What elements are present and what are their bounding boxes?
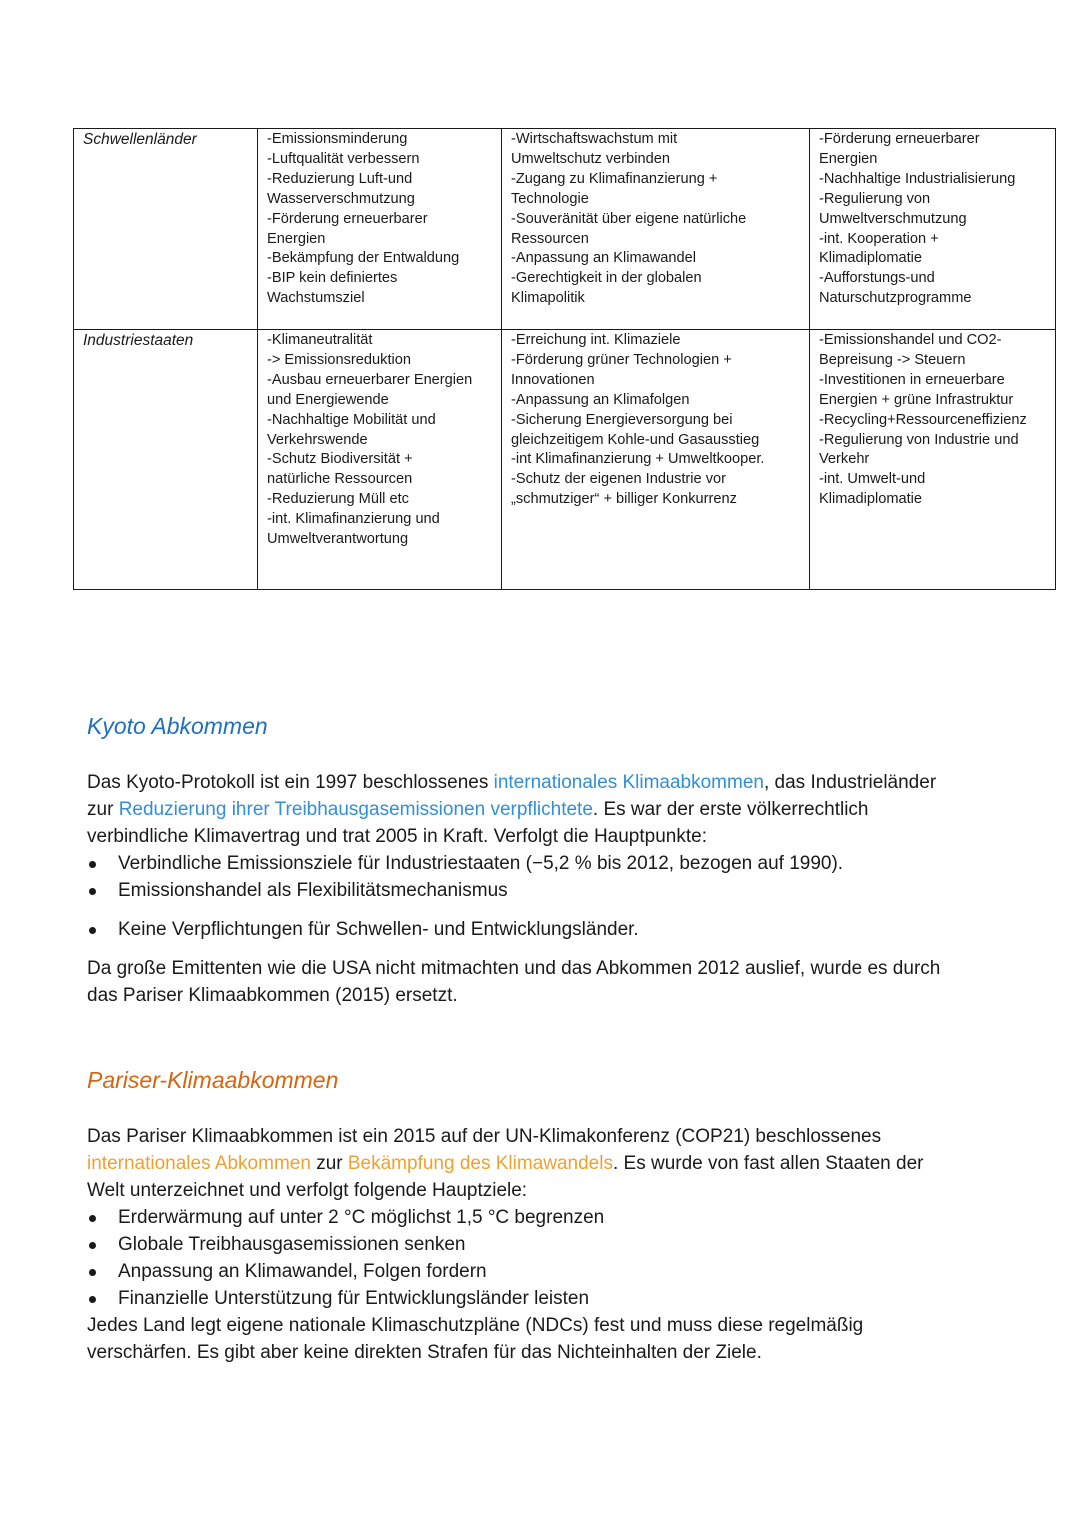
text: Da große Emittenten wie die USA nicht mitmachten und das Abkommen 2012 auslief, wurde es durch (87, 958, 941, 979)
cell-line: -int Klimafinanzierung + Umweltkooper. (511, 451, 765, 468)
paris-heading: Pariser-Klimaabkommen (87, 1067, 339, 1093)
text: Das Pariser Klimaabkommen ist ein 2015 auf der UN-Klimakonferenz (COP21) beschlossenes (87, 1126, 882, 1147)
text: . Es war der erste völkerrechtlich (592, 799, 869, 820)
bullet-icon (89, 1242, 96, 1249)
cell-line: Umweltverantwortung (267, 531, 409, 548)
cell-line: -Wirtschaftswachstum mit (511, 131, 678, 147)
cell-line: -Regulierung von Industrie und (819, 431, 1019, 448)
cell-line: Klimadiplomatie (819, 491, 923, 508)
table-row (74, 330, 1056, 590)
list-item-text: Anpassung an Klimawandel, Folgen fordern (118, 1261, 487, 1282)
list-item-text: Keine Verpflichtungen für Schwellen- und Entwicklungsländer. (118, 919, 639, 940)
cell-line: Umweltschutz verbinden (511, 150, 670, 167)
cell-line: -BIP kein definiertes (267, 270, 398, 287)
cell-line: -Aufforstungs-und (819, 270, 935, 287)
goals-table (73, 128, 1056, 590)
paris-body (87, 1123, 1007, 1366)
cell-line: Bepreisung -> Steuern (819, 351, 966, 368)
text: Jedes Land legt eigene nationale Klimaschutzpläne (NDCs) fest und muss diese regelmäßig (87, 1315, 864, 1336)
cell-line: „schmutziger“ + billiger Konkurrenz (511, 491, 737, 508)
list-item (87, 850, 1007, 877)
cell-line: -Nachhaltige Mobilität und (267, 411, 436, 428)
cell-line: Klimadiplomatie (819, 250, 923, 267)
row-label: Schwellenländer (74, 129, 258, 330)
bullet-icon (89, 1215, 96, 1222)
cell-line: Energien (267, 230, 326, 247)
cell-line: -Luftqualität verbessern (267, 150, 420, 167)
kyoto-bullet-3 (87, 916, 1007, 943)
cell-line: natürliche Ressourcen (267, 471, 413, 488)
kyoto-heading: Kyoto Abkommen (87, 713, 268, 739)
cell-line: -Investitionen in erneuerbare (819, 371, 1005, 388)
kyoto-line-2 (87, 796, 1007, 823)
cell-line: Technologie (511, 190, 589, 207)
text: . Es wurde von fast allen Staaten der (612, 1153, 924, 1174)
cell-line: gleichzeitigem Kohle-und Gasausstieg (511, 431, 760, 448)
kyoto-closing (87, 955, 1007, 1009)
cell-line: -Klimaneutralität (267, 332, 373, 348)
cell-line: -int. Kooperation + (819, 230, 939, 247)
text: zur (87, 799, 119, 820)
cell-line: -int. Umwelt-und (819, 471, 926, 488)
list-item-text: Finanzielle Unterstützung für Entwicklungsländer leisten (118, 1288, 590, 1309)
text: zur (310, 1153, 348, 1174)
list-item (87, 1204, 1007, 1231)
cell-line: -Förderung grüner Technologien + (511, 351, 732, 368)
cell-line: -Nachhaltige Industrialisierung (819, 170, 1016, 187)
list-item-text: Erderwärmung auf unter 2 °C möglichst 1,5 °C begrenzen (118, 1207, 605, 1228)
table-cell (502, 129, 810, 330)
cell-line: Verkehrswende (267, 431, 368, 448)
paris-line-2 (87, 1150, 1007, 1177)
table-cell (258, 129, 502, 330)
text: Das Kyoto-Protokoll ist ein 1997 beschlossenes (87, 772, 494, 793)
bullet-icon (89, 1296, 96, 1303)
bullet-icon (89, 861, 96, 868)
cell-line: -Gerechtigkeit in der globalen (511, 270, 702, 287)
kyoto-line-3: verbindliche Klimavertrag und trat 2005 in Kraft. Verfolgt die Hauptpunkte: (87, 826, 707, 847)
bullet-icon (89, 927, 96, 934)
bullet-icon (89, 1269, 96, 1276)
cell-line: Klimapolitik (511, 290, 585, 307)
cell-line: Ressourcen (511, 230, 589, 247)
cell-line: -Regulierung von (819, 190, 931, 207)
list-item-text: Globale Treibhausgasemissionen senken (118, 1234, 466, 1255)
cell-line: Energien + grüne Infrastruktur (819, 391, 1014, 408)
cell-line: -Zugang zu Klimafinanzierung + (511, 170, 718, 187)
cell-line: -Ausbau erneuerbarer Energien (267, 371, 473, 388)
text: Welt unterzeichnet und verfolgt folgende Hauptziele: (87, 1180, 528, 1201)
table-cell (810, 129, 1056, 330)
text: verschärfen. Es gibt aber keine direkten Strafen für das Nichteinhalten der Ziele. (87, 1342, 762, 1363)
highlight: internationales Klimaabkommen (493, 772, 764, 793)
cell-line: Energien (819, 150, 878, 167)
kyoto-line-1 (87, 769, 1007, 796)
cell-line: -int. Klimafinanzierung und (267, 511, 440, 528)
cell-line: -Anpassung an Klimafolgen (511, 391, 690, 408)
list-item (87, 1231, 1007, 1258)
cell-line: -Emissionsminderung (267, 131, 408, 147)
cell-line: und Energiewende (267, 391, 389, 408)
table-cell (502, 330, 810, 590)
cell-line: -Erreichung int. Klimaziele (511, 332, 681, 348)
cell-line: -Bekämpfung der Entwaldung (267, 250, 460, 267)
table-cell (258, 330, 502, 590)
table-cell (810, 330, 1056, 590)
list-item (87, 1285, 1007, 1312)
cell-line: Wachstumsziel (267, 290, 365, 307)
table-row (74, 129, 1056, 330)
cell-line: Innovationen (511, 371, 595, 388)
highlight: internationales Abkommen (87, 1153, 311, 1174)
cell-line: Naturschutzprogramme (819, 290, 972, 307)
list-item-text: Verbindliche Emissionsziele für Industriestaaten (−5,2 % bis 2012, bezogen auf 1990). (118, 853, 844, 874)
cell-line: -Schutz Biodiversität + (267, 451, 413, 468)
cell-line: -Förderung erneuerbarer (819, 131, 980, 147)
cell-line: -> Emissionsreduktion (267, 351, 411, 368)
highlight: Bekämpfung des Klimawandels (347, 1153, 613, 1174)
text: , das Industrieländer (763, 772, 937, 793)
cell-line: -Souveränität über eigene natürliche (511, 210, 747, 227)
bullet-icon (89, 888, 96, 895)
cell-line: Verkehr (819, 451, 870, 468)
cell-line: -Reduzierung Luft-und (267, 170, 413, 187)
cell-line: -Sicherung Energieversorgung bei (511, 411, 733, 428)
list-item-text: Emissionshandel als Flexibilitätsmechanismus (118, 880, 508, 901)
cell-line: Umweltverschmutzung (819, 210, 967, 227)
kyoto-intro (87, 769, 1007, 904)
row-label: Industriestaaten (74, 330, 258, 590)
highlight: Reduzierung ihrer Treibhausgasemissionen verpflichtete (118, 799, 593, 820)
cell-line: -Reduzierung Müll etc (267, 491, 409, 508)
cell-line: -Schutz der eigenen Industrie vor (511, 471, 726, 488)
cell-line: Wasserverschmutzung (267, 190, 415, 207)
cell-line: -Förderung erneuerbarer (267, 210, 428, 227)
text: das Pariser Klimaabkommen (2015) ersetzt. (87, 985, 458, 1006)
list-item (87, 916, 1007, 943)
cell-line: -Recycling+Ressourceneffizienz (819, 411, 1027, 428)
cell-line: -Emissionshandel und CO2- (819, 332, 1002, 348)
cell-line: -Anpassung an Klimawandel (511, 250, 696, 267)
list-item (87, 877, 1007, 904)
list-item (87, 1258, 1007, 1285)
